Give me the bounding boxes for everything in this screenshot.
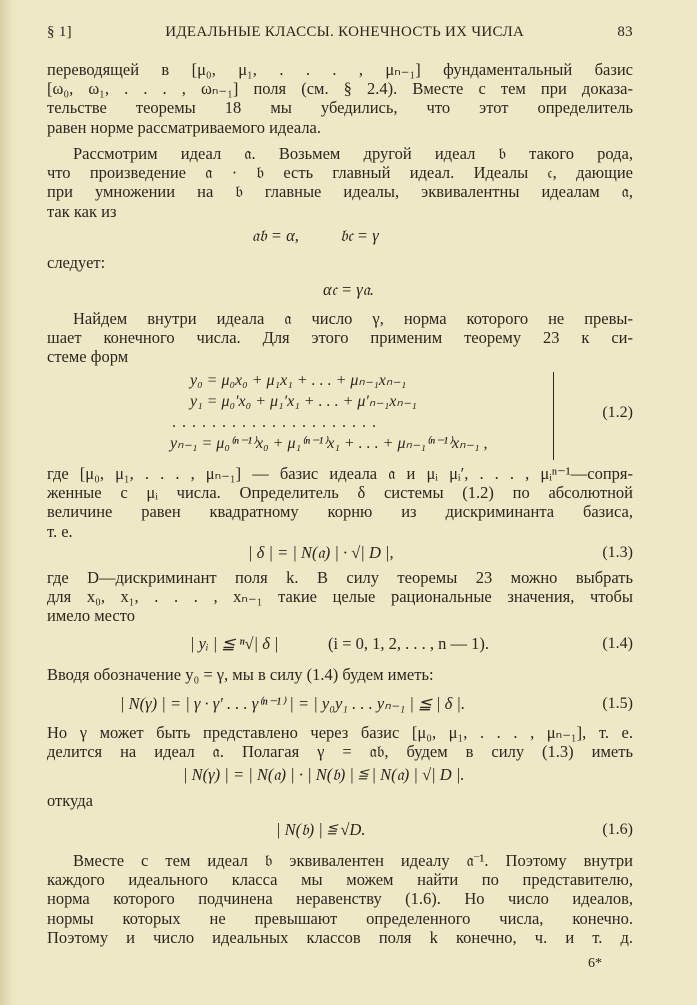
text-line: переводящей в [μ₀, μ₁, . . . , μₙ₋₁] фундаментальный базис xyxy=(47,60,633,79)
equation-system xyxy=(170,370,488,454)
equation-1-6: | N(𝔟) | ≦ √D. xyxy=(276,820,366,839)
section-mark: § 1] xyxy=(47,24,72,40)
text-line: величине равен квадратному корню из дискриминанта базиса, xyxy=(47,502,633,522)
text-line: стеме форм xyxy=(47,347,129,367)
text-line: [ω₀, ω₁, . . . , ωₙ₋₁] поля (см. § 2.4). Вместе с тем при доказа- xyxy=(47,79,633,99)
equation-ac: α𝔠 = γ𝔞. xyxy=(323,280,375,299)
text-line: норма которого подчинена неравенству (1.6). Но число идеалов, xyxy=(47,889,633,909)
paragraph-1 xyxy=(47,60,633,137)
text-line: Вместе с тем идеал 𝔟 эквивалентен идеалу 𝔞⁻¹. Поэтому внутри xyxy=(73,851,633,870)
text-line: где D—дискриминант поля k. В силу теоремы 23 можно выбрать xyxy=(47,568,633,587)
equation-1-3: | δ | = | N(𝔞) | · √| D |, xyxy=(248,543,394,562)
equation-1-4-condition: (i = 0, 1, 2, . . . , n — 1). xyxy=(328,634,490,653)
text-line: Но γ может быть представлено через базис [μ₀, μ₁, . . . , μₙ₋₁], т. е. xyxy=(47,723,633,742)
text-line: имело место xyxy=(47,606,135,626)
paragraph-5 xyxy=(47,568,633,626)
text-line: при умножении на 𝔟 главные идеалы, эквивалентны идеалам 𝔞, xyxy=(47,182,633,202)
system-row: y₁ = μ₀′x₀ + μ₁′x₁ + . . . + μ′ₙ₋₁xₙ₋₁ xyxy=(190,393,417,410)
text-line: т. е. xyxy=(47,521,73,541)
text-line: нормы которых не превышают определенного числа, конечно. xyxy=(47,908,633,928)
equation-norm: | N(γ) | = | N(𝔞) | · | N(𝔟) | ≦ | N(𝔞) | √| D |. xyxy=(183,765,465,784)
system-row: . . . . . . . . . . . . . . . . . . . . . xyxy=(172,414,377,431)
system-row: y₀ = μ₀x₀ + μ₁x₁ + . . . + μₙ₋₁xₙ₋₁ xyxy=(190,372,407,389)
text-line: Поэтому и число идеальных классов поля k конечно, ч. и т. д. xyxy=(47,927,633,947)
system-row: yₙ₋₁ = μ₀⁽ⁿ⁻¹⁾x₀ + μ₁⁽ⁿ⁻¹⁾x₁ + . . . + μₙ₋₁⁽ⁿ⁻¹⁾xₙ₋₁ , xyxy=(170,435,488,452)
paragraph-7 xyxy=(47,723,633,761)
text-line: что произведение 𝔞 · 𝔟 есть главный идеал. Идеалы 𝔠, дающие xyxy=(47,163,633,183)
equation-number: (1.6) xyxy=(602,821,633,838)
text-whence: откуда xyxy=(47,791,93,810)
system-brace xyxy=(553,372,554,460)
running-header xyxy=(47,24,633,41)
text-line: каждого идеального класса мы можем найти по представителю, xyxy=(47,870,633,890)
paragraph-6: Вводя обозначение y₀ = γ, мы в силу (1.4) будем иметь: xyxy=(47,665,434,684)
paragraph-2 xyxy=(47,144,633,221)
text-line: равен норме рассматриваемого идеала. xyxy=(47,117,321,137)
text-line: Рассмотрим идеал 𝔞. Возьмем другой идеал 𝔟 такого рода, xyxy=(73,144,633,163)
text-line: где [μ₀, μ₁, . . . , μₙ₋₁] — базис идеала 𝔞 и μᵢ μᵢ′, . . . , μᵢⁿ⁻¹—сопря- xyxy=(47,464,633,483)
signature-mark: 6* xyxy=(588,956,602,971)
equation-number: (1.5) xyxy=(602,695,633,712)
equation-number: (1.2) xyxy=(602,404,633,421)
text-line: шает конечного числа. Для этого применим теорему 23 к си- xyxy=(47,328,633,348)
text-line: женные с μᵢ числа. Определитель δ системы (1.2) по абсолютной xyxy=(47,483,633,503)
paragraph-4 xyxy=(47,464,633,541)
header-title: ИДЕАЛЬНЫЕ КЛАССЫ. КОНЕЧНОСТЬ ИХ ЧИСЛА xyxy=(165,24,525,40)
equation-ab: 𝔞𝔟 = α, 𝔟𝔠 = γ xyxy=(252,226,379,245)
text-follows: следует: xyxy=(47,253,106,272)
equation-number: (1.4) xyxy=(602,635,633,652)
text-line: Найдем внутри идеала 𝔞 число γ, норма которого не превы- xyxy=(73,309,633,328)
text-line: для x₀, x₁, . . . , xₙ₋₁ такие целые рациональные значения, чтобы xyxy=(47,587,633,607)
page-edge-shadow xyxy=(0,0,14,1005)
paragraph-8 xyxy=(47,851,633,947)
page-number: 83 xyxy=(617,24,633,40)
equation-1-4: | yᵢ | ≦ ⁿ√| δ | xyxy=(190,634,279,653)
text-line: так как из xyxy=(47,201,117,221)
equation-1-5: | N(γ) | = | γ · γ′ . . . γ⁽ⁿ⁻¹⁾ | = | y₀y₁ . . . yₙ₋₁ | ≦ | δ |. xyxy=(120,694,466,713)
text-line: тельстве теоремы 18 мы убедились, что этот определитель xyxy=(47,98,633,118)
equation-number: (1.3) xyxy=(602,544,633,561)
text-line: делится на идеал 𝔞. Полагая γ = 𝔞𝔟, будем в силу (1.3) иметь xyxy=(47,742,633,762)
paragraph-3 xyxy=(47,309,633,367)
